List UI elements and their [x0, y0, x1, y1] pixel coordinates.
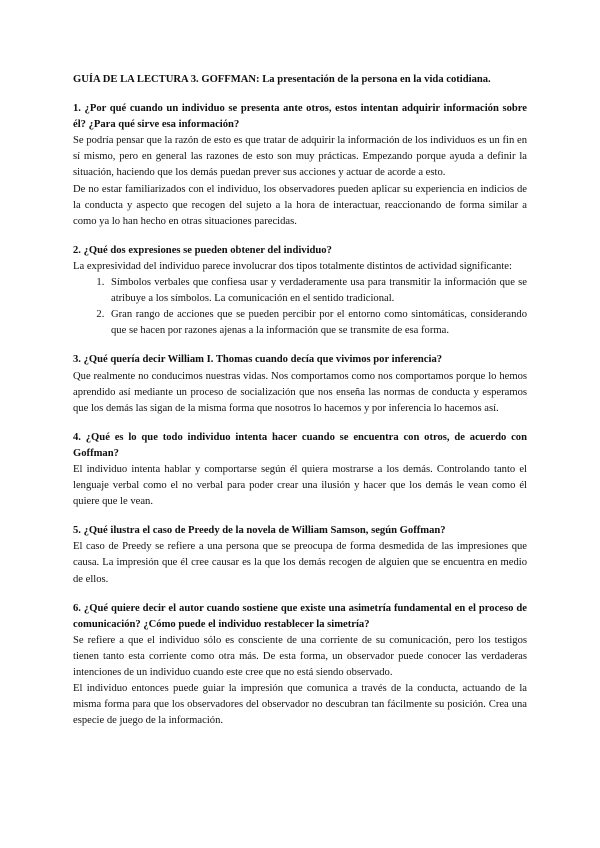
question-2: 2. ¿Qué dos expresiones se pueden obtener del individuo?: [73, 244, 332, 256]
answer-3-paragraph-1: Que realmente no conducimos nuestras vidas. Nos comportamos como nos comportamos porque lo hemos aprendido así mediante un proceso de socialización que nos enseña las normas de conducta y esperamos que los demás las sigan de la misma forma que nosotros lo hacemos y por inferencia lo hacemos así.: [73, 370, 527, 414]
answer-1-paragraph-2: De no estar familiarizados con el individuo, los observadores pueden aplicar su experiencia en indicios de la conducta y aspecto que recogen del sujeto a la hora de interactuar, reaccionando de forma similar a como ya lo han hecho en otras situaciones parecidas.: [73, 183, 527, 227]
answer-6-paragraph-1: Se refiere a que el individuo sólo es consciente de una corriente de su comunicación, pero los testigos tienen tanto esta corriente como otra más. De esta forma, un observador puede conocer las verdaderas intenciones de un individuo cuando este cree que no está siendo observado.: [73, 634, 527, 678]
section-3: [73, 352, 527, 416]
question-5: 5. ¿Qué ilustra el caso de Preedy de la novela de William Samson, según Goffman?: [73, 525, 446, 537]
answer-1-paragraph-1: Se podría pensar que la razón de esto es que tratar de adquirir la información de los individuos es un fin en sí mismo, pero en general las razones de esto son muy prácticas. Empezando porque ayuda a definir la situación, haciendo que los demás puedan prever sus acciones y actuar de acorde a esto.: [73, 135, 527, 179]
section-4: [73, 430, 527, 510]
question-3: 3. ¿Qué quería decir William I. Thomas cuando decía que vivimos por inferencia?: [73, 354, 443, 366]
document-title: GUÍA DE LA LECTURA 3. GOFFMAN: La presentación de la persona en la vida cotidiana.: [73, 74, 491, 85]
question-1: 1. ¿Por qué cuando un individuo se presenta ante otros, estos intentan adquirir información sobre él? ¿Para qué sirve esa información?: [73, 103, 527, 131]
expression-list: [73, 275, 527, 339]
section-6: [73, 601, 527, 730]
section-5: [73, 523, 527, 587]
section-2: [73, 243, 527, 340]
question-4: 4. ¿Qué es lo que todo individuo intenta hacer cuando se encuentra con otros, de acuerdo con Goffman?: [73, 431, 527, 459]
answer-6-paragraph-2: El individuo entonces puede guiar la impresión que comunica a través de la conducta, actuando de la misma forma para que los observadores del observador no descubran tan fácilmente su posición. Crea una especie de juego de la información.: [73, 683, 527, 727]
section-1: [73, 101, 527, 230]
list-item: 2. Gran rango de acciones que se pueden percibir por el entorno como sintomáticas, considerando que se hacen por razones ajenas a la información que se transmite de esa forma.: [107, 307, 527, 339]
answer-2-paragraph-1: La expresividad del individuo parece involucrar dos tipos totalmente distintos de actividad significante:: [73, 260, 512, 272]
answer-4-paragraph-1: El individuo intenta hablar y comportarse según él quiera mostrarse a los demás. Controlando tanto el lenguaje verbal como el no verbal para poder crear una ilusión y hacer que los demás le vean como él quiere que le vean.: [73, 463, 527, 508]
list-item: 1. Símbolos verbales que confiesa usar y verdaderamente usa para transmitir la información que se atribuye a los símbolos. La comunicación en el sentido tradicional.: [107, 275, 527, 307]
answer-5-paragraph-1: El caso de Preedy se refiere a una persona que se preocupa de forma desmedida de las impresiones que causa. La impresión que él cree causar es la que los demás recogen de alguien que se encuentra en medio de ellos.: [73, 541, 527, 585]
question-6: 6. ¿Qué quiere decir el autor cuando sostiene que existe una asimetría fundamental en el proceso de comunicación? ¿Cómo puede el individuo restablecer la simetría?: [73, 602, 527, 630]
